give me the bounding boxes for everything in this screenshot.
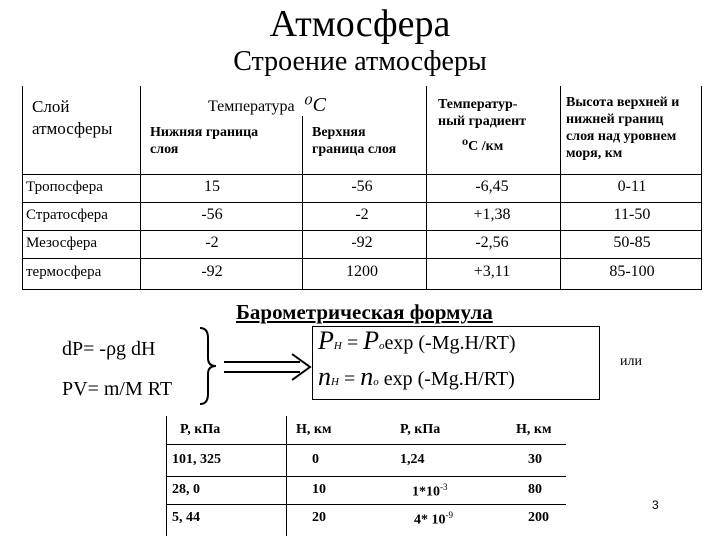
curly-brace-icon xyxy=(196,326,218,411)
header-gradient-unit: ⁰C /км xyxy=(462,139,504,154)
page-subtitle: Строение атмосферы xyxy=(233,46,487,77)
header-pressure-1: P, кПа xyxy=(180,422,221,437)
header-temperature: Температура ⁰C xyxy=(208,94,326,116)
page-title: Атмосфера xyxy=(269,3,451,45)
header-gradient: Температур- ный градиент ⁰C /км xyxy=(438,97,527,154)
double-arrow-icon xyxy=(222,352,314,387)
equation-ideal-gas: PV= m/M RT xyxy=(62,378,173,400)
header-layer: Слой атмосферы xyxy=(32,97,113,138)
header-pressure-2: P, кПа xyxy=(400,422,441,437)
formula-concentration: nH = no exp (-Mg.H/RT) xyxy=(318,362,515,391)
equation-pressure-differential: dP= -ρg dH xyxy=(62,338,156,360)
header-lower-bound: Нижняя граница слоя xyxy=(150,125,259,157)
header-height-1: H, км xyxy=(296,422,332,437)
barometric-heading: Барометрическая формула xyxy=(236,300,493,324)
or-label: или xyxy=(620,354,642,369)
atmosphere-layers-table: Слой атмосферы Температура ⁰C Нижняя граница слоя Верхняя граница слоя Температур- ный градиент ⁰C /км Высота верхней и нижней границ слоя над уровнем моря, км Тропосфера 15 -56 -6,45 0-11 Стратосфера -56 -2 +1,38 11-50 Мезосфера -2 -92 -2,56 50-85 термосфера -92 1200 +3,11 85-100 xyxy=(22,86,702,290)
page-number: 3 xyxy=(652,498,659,512)
header-upper-bound: Верхняя граница слоя xyxy=(312,125,397,157)
pressure-height-table: P, кПа H, км P, кПа H, км 101, 325 0 1,24 30 28, 0 10 $1*10^{-3}$ 80 5, 44 20 4* $10^{-9}$ 200 xyxy=(166,416,566,536)
header-temperature-unit: ⁰C xyxy=(304,94,326,116)
header-height: Высота верхней и нижней границ слоя над уровнем моря, км xyxy=(566,95,680,161)
formula-pressure: PH = Poexp (-Mg.H/RT) xyxy=(318,326,516,355)
header-height-2: H, км xyxy=(516,422,552,437)
